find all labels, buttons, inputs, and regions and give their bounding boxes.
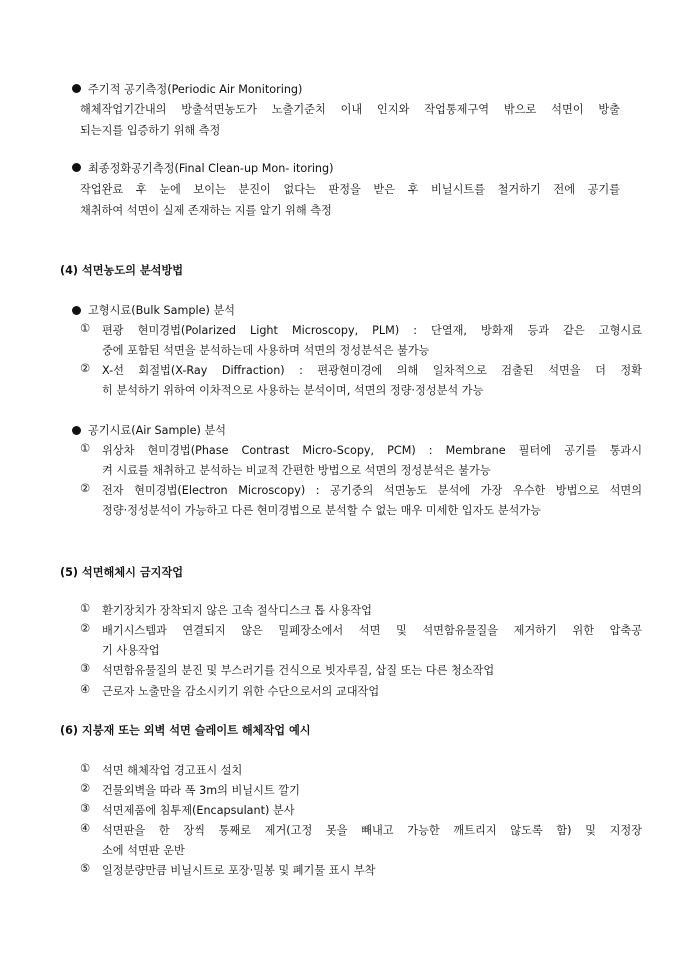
- item-number: ①: [80, 762, 91, 775]
- item-text-line: 소에 석면판 운반: [102, 844, 185, 857]
- item-text-line: 위상차 현미경법(Phase Contrast Micro-Scopy, PCM) : Membrane 필터에 공기를 통과시: [102, 444, 642, 457]
- item-text-line: 히 분석하기 위하여 이차적으로 사용하는 분석이며, 석면의 정량·정성분석 가능: [102, 384, 484, 397]
- item-text-line: 정량·정성분석이 가능하고 다른 현미경법으로 분석할 수 없는 매우 미세한 입자도 분석가능: [102, 504, 541, 517]
- bullet-icon: [72, 163, 81, 172]
- item-text-line: 일정분량만큼 비닐시트로 포장·밀봉 및 폐기물 표시 부착: [102, 864, 376, 877]
- item-text-line: 중에 포함된 석면을 분석하는데 사용하며 석면의 정성분석은 불가능: [102, 344, 430, 357]
- bullet-icon: [72, 426, 81, 435]
- item-number: ①: [80, 442, 91, 455]
- item-text-line: 환기장치가 장착되지 않은 고속 절삭디스크 톱 사용작업: [102, 604, 372, 617]
- item-text-line: 근로자 노출만을 감소시키기 위한 수단으로서의 교대작업: [102, 685, 380, 698]
- air-sample-title: 공기시료(Air Sample) 분석: [88, 424, 226, 437]
- periodic-monitoring-desc-line: 되는지를 입증하기 위해 측정: [80, 124, 221, 137]
- final-monitoring-desc-line: 채취하여 석면이 실제 존재하는 지를 알기 위해 측정: [80, 204, 332, 217]
- item-number: ②: [80, 622, 91, 635]
- item-number: ①: [80, 322, 91, 335]
- item-number: ③: [80, 662, 91, 675]
- item-text-line: 배기시스템과 연결되지 않은 밀폐장소에서 석면 및 석면함유물질을 제거하기 위한 압축공: [102, 624, 642, 637]
- item-text-line: 켜 시료를 채취하고 분석하는 비교적 간편한 방법으로 석면의 정성분석은 불가능: [102, 464, 491, 477]
- item-text-line: 석면함유물질의 분진 및 부스러기를 건식으로 빗자루질, 삽질 또는 다른 청소작업: [102, 664, 495, 677]
- bullet-icon: [72, 84, 81, 93]
- bullet-icon: [72, 306, 81, 315]
- item-number: ②: [80, 362, 91, 375]
- item-text-line: 석면 해체작업 경고표시 설치: [102, 764, 243, 777]
- item-number: ②: [80, 782, 91, 795]
- item-number: ①: [80, 602, 91, 615]
- item-text-line: 전자 현미경법(Electron Microscopy) : 공기중의 석면농도 분석에 가장 우수한 방법으로 석면의: [102, 484, 642, 497]
- bulk-sample-title: 고형시료(Bulk Sample) 분석: [88, 304, 235, 317]
- periodic-monitoring-desc-line: 해체작업기간내의 방출석면농도가 노출기준치 이내 인지와 작업통제구역 밖으로 석면이 방출: [80, 103, 620, 116]
- section-6-heading: (6) 지붕재 또는 외벽 석면 슬레이트 해체작업 예시: [60, 724, 311, 737]
- item-number: ③: [80, 802, 91, 815]
- final-monitoring-desc-line: 작업완료 후 눈에 보이는 분진이 없다는 판정을 받은 후 비닐시트를 철거하기 전에 공기를: [80, 183, 620, 196]
- final-monitoring-title: 최종정화공기측정(Final Clean-up Mon- itoring): [88, 162, 334, 175]
- item-number: ⑤: [80, 862, 91, 875]
- item-text-line: 건물외벽을 따라 폭 3m의 비닐시트 깔기: [102, 784, 300, 797]
- section-5-heading: (5) 석면해체시 금지작업: [60, 566, 184, 579]
- item-text-line: 편광 현미경법(Polarized Light Microscopy, PLM) : 단열재, 방화재 등과 같은 고형시료: [102, 324, 642, 337]
- section-4-heading: (4) 석면농도의 분석방법: [60, 264, 184, 277]
- item-text-line: X-선 회절법(X-Ray Diffraction) : 편광현미경에 의해 일차적으로 검출된 석면을 더 정확: [102, 364, 642, 377]
- item-number: ②: [80, 482, 91, 495]
- periodic-monitoring-title: 주기적 공기측정(Periodic Air Monitoring): [88, 83, 303, 96]
- item-text-line: 석면제품에 침투제(Encapsulant) 분사: [102, 804, 295, 817]
- item-number: ④: [80, 822, 91, 835]
- item-text-line: 석면판을 한 장씩 통째로 제거(고정 못을 빼내고 가능한 깨트리지 않도록 함) 및 지정장: [102, 824, 642, 837]
- item-text-line: 기 사용작업: [102, 644, 160, 657]
- item-number: ④: [80, 683, 91, 696]
